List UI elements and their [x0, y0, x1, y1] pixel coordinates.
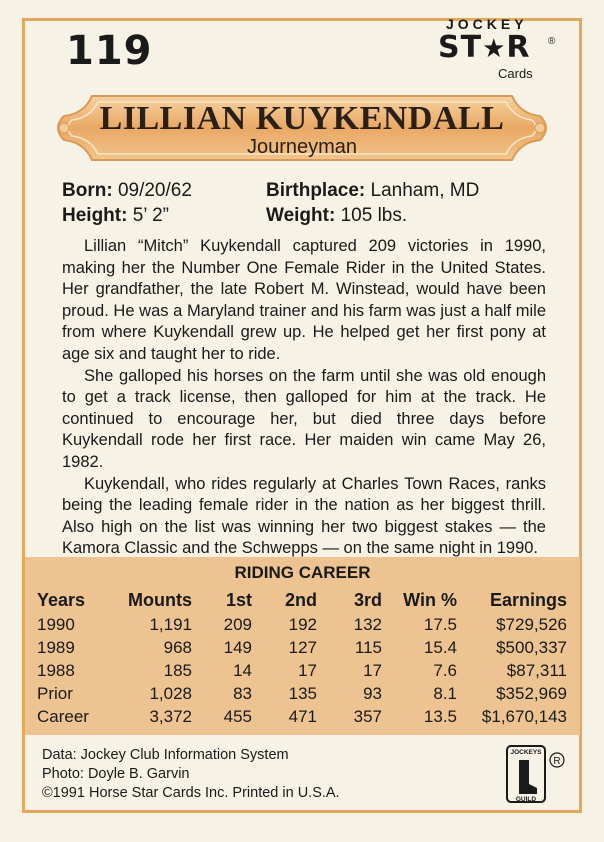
birthplace-value: Lanham, MD	[370, 180, 480, 201]
table-cell: 132	[353, 614, 382, 634]
table-cell: 455	[223, 706, 252, 726]
column-header: Years	[37, 589, 86, 610]
born-label: Born:	[62, 180, 113, 201]
logo-jockey-text: JOCKEY	[446, 16, 528, 32]
bio-paragraph: She galloped his horses on the farm until she was old enough to get a track license, then galloped for him at the track. He continued to encourage her, but died three days before Kuykendall rode her first race. Her maiden win came May 26, 1982.	[62, 366, 546, 471]
name-banner	[52, 92, 552, 164]
riding-career-panel	[25, 557, 580, 735]
logo-star-text	[438, 30, 531, 65]
column-header: Mounts	[128, 589, 192, 610]
table-cell: 17.5	[423, 614, 457, 634]
weight-row	[266, 205, 407, 227]
birthplace-row	[266, 180, 479, 202]
bio-paragraph: Lillian “Mitch” Kuykendall captured 209 victories in 1990, making her the Number One Female Rider in the United States. Her grandfather, the late Robert M. Winstead, would have been proud. He was a Maryland trainer and his farm was just a half mile from where Kuykendall grew up. He helped get her first pony at age six and taught her to ride.	[62, 237, 546, 363]
table-row	[37, 659, 567, 682]
column-header: Earnings	[489, 589, 567, 610]
column-header: 3rd	[353, 589, 382, 610]
table-cell: 3,372	[149, 706, 192, 726]
card-footer	[42, 746, 340, 803]
table-cell: 8.1	[433, 683, 457, 703]
riding-career-title: RIDING CAREER	[234, 563, 371, 582]
table-header-row	[37, 587, 567, 613]
table-cell: 1990	[37, 614, 75, 634]
height-label: Height:	[62, 205, 128, 226]
table-cell: 1989	[37, 637, 75, 657]
column-header: 1st	[225, 589, 252, 610]
bio-text	[62, 236, 546, 560]
registered-mark: ®	[548, 36, 556, 47]
table-cell: 17	[298, 660, 317, 680]
table-cell: Prior	[37, 683, 73, 703]
table-cell: 1,191	[149, 614, 192, 634]
player-name: LILLIAN KUYKENDALL	[99, 100, 505, 137]
table-cell: 93	[363, 683, 382, 703]
data-source-credit: Data: Jockey Club Information System	[42, 747, 289, 763]
jockey-star-logo	[436, 14, 566, 84]
birthplace-label: Birthplace:	[266, 180, 366, 201]
table-cell: Career	[37, 706, 89, 726]
guild-emblem-icon	[505, 740, 567, 806]
table-cell: 14	[233, 660, 252, 680]
table-cell: 127	[288, 637, 317, 657]
table-cell: 135	[288, 683, 317, 703]
jockeys-guild-logo	[505, 740, 567, 806]
table-cell: 1988	[37, 660, 75, 680]
copyright-line: ©1991 Horse Star Cards Inc. Printed in U.S.A.	[42, 785, 340, 801]
table-row	[37, 613, 567, 636]
table-cell: 83	[233, 683, 252, 703]
guild-registered-mark: R	[553, 756, 561, 767]
logo-r: R	[506, 30, 531, 65]
table-cell: 17	[363, 660, 382, 680]
weight-label: Weight:	[266, 205, 336, 226]
table-cell: 968	[163, 637, 192, 657]
logo-cards-text: Cards	[498, 66, 533, 81]
table-cell: $729,526	[496, 614, 567, 634]
star-icon: ★	[482, 34, 507, 64]
guild-top-text: JOCKEYS	[510, 749, 542, 756]
born-value: 09/20/62	[117, 180, 192, 201]
career-stats-table	[37, 587, 567, 728]
table-cell: 149	[223, 637, 252, 657]
card-number: 119	[66, 28, 153, 74]
table-cell: 13.5	[423, 706, 457, 726]
table-cell: $500,337	[496, 637, 567, 657]
height-row	[62, 205, 169, 227]
table-cell: 115	[354, 637, 382, 657]
column-header: 2nd	[284, 589, 317, 610]
table-cell: $1,670,143	[481, 706, 567, 726]
height-value: 5’ 2”	[132, 205, 169, 226]
table-cell: 209	[223, 614, 252, 634]
weight-value: 105 lbs.	[340, 205, 408, 226]
table-cell: 357	[353, 706, 382, 726]
table-cell: $352,969	[496, 683, 567, 703]
table-cell: $87,311	[506, 660, 567, 680]
table-row	[37, 682, 567, 705]
table-cell: 1,028	[149, 683, 192, 703]
player-title: Journeyman	[246, 136, 358, 158]
logo-st: ST	[438, 30, 483, 65]
table-row	[37, 705, 567, 728]
column-header: Win %	[403, 589, 457, 610]
table-cell: 192	[288, 614, 317, 634]
table-cell: 7.6	[433, 660, 457, 680]
table-row	[37, 636, 567, 659]
table-cell: 15.4	[423, 637, 457, 657]
table-cell: 471	[288, 706, 317, 726]
born-row	[62, 180, 192, 202]
photo-credit: Photo: Doyle B. Garvin	[42, 766, 190, 782]
bio-paragraph: Kuykendall, who rides regularly at Charles Town Races, ranks being the leading female rider in the nation as her biggest thrill. Also high on the list was winning her two biggest stakes — the Kamora Classic and the Schwepps — on the same night in 1990.	[62, 474, 546, 558]
guild-bottom-text: GUILD	[515, 796, 537, 803]
table-cell: 185	[163, 660, 192, 680]
